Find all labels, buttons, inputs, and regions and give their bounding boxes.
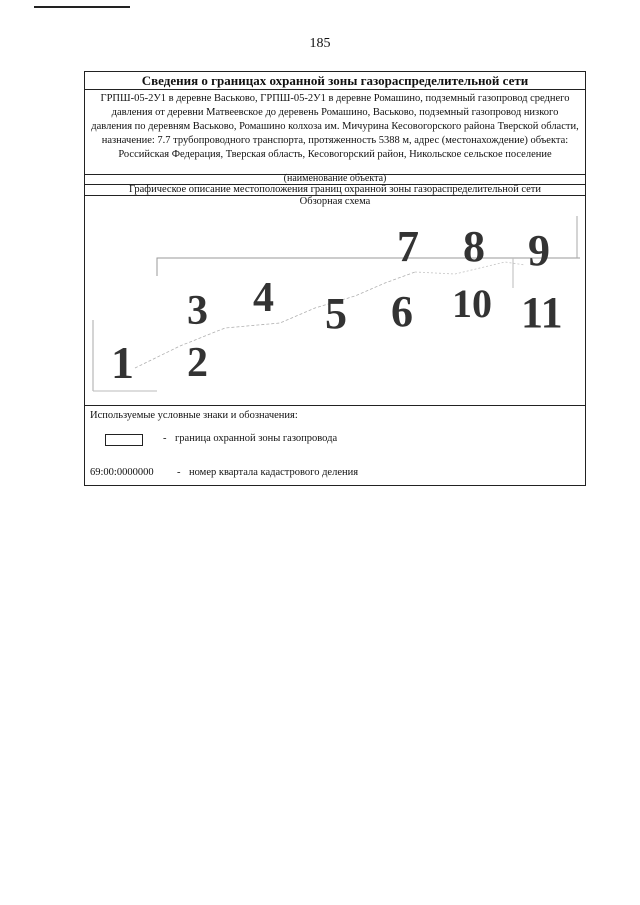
legend-dash: - — [163, 433, 167, 444]
sheet-number-1: 1 — [111, 337, 134, 388]
legend — [85, 406, 585, 485]
boundary-label: граница охранной зоны газопровода — [175, 433, 338, 444]
section-title: Графическое описание местоположения границ охранной зоны газораспределительной сети — [85, 185, 585, 196]
scan-mark — [34, 6, 130, 8]
object-caption: (наименование объекта) — [85, 175, 585, 185]
sheet-number-7: 7 — [397, 222, 419, 271]
sheet-number-11: 11 — [521, 288, 563, 337]
sheet-number-6: 6 — [391, 287, 413, 336]
sheet-grid-line — [157, 258, 580, 276]
sheet-number-8: 8 — [463, 222, 485, 271]
sheet-number-3: 3 — [187, 288, 208, 334]
object-description: ГРПШ-05-2У1 в деревне Васьково, ГРПШ-05-2У1 в деревне Ромашино, подземный газопровод среднего давления от деревни Матвеевское до деревень Ромашино, Васьково, подземный газопровод низкого давления по деревням Васьково, Ромашино колхоза им. Мичурина Кесовогорского района Тверской области, назначение: 7.7 трубопроводного транспорта, протяженность 5388 м, адрес (местонахождение) объекта: Российская Федерация, Тверская область, Кесовогорский район, Никольское сельское поселение — [85, 90, 585, 175]
overview-schema — [85, 196, 585, 406]
legend-title: Используемые условные знаки и обозначения: — [90, 410, 298, 421]
sheet-number-9: 9 — [528, 226, 550, 275]
boundary-symbol — [105, 434, 143, 446]
schema-map — [85, 208, 585, 404]
legend-dash: - — [177, 467, 181, 478]
pipeline-trace — [135, 272, 415, 368]
sheet-number-10: 10 — [452, 281, 492, 326]
cadastral-code: 69:00:0000000 — [90, 467, 154, 478]
schema-title: Обзорная схема — [299, 196, 371, 207]
page-number: 185 — [309, 36, 331, 51]
sheet-number-5: 5 — [325, 289, 347, 338]
sheet-number-4: 4 — [253, 275, 274, 321]
form-title: Сведения о границах охранной зоны газораспределительной сети — [85, 72, 585, 90]
cadastral-label: номер квартала кадастрового деления — [189, 467, 359, 478]
boundary-form — [84, 71, 586, 486]
sheet-number-2: 2 — [187, 340, 208, 386]
